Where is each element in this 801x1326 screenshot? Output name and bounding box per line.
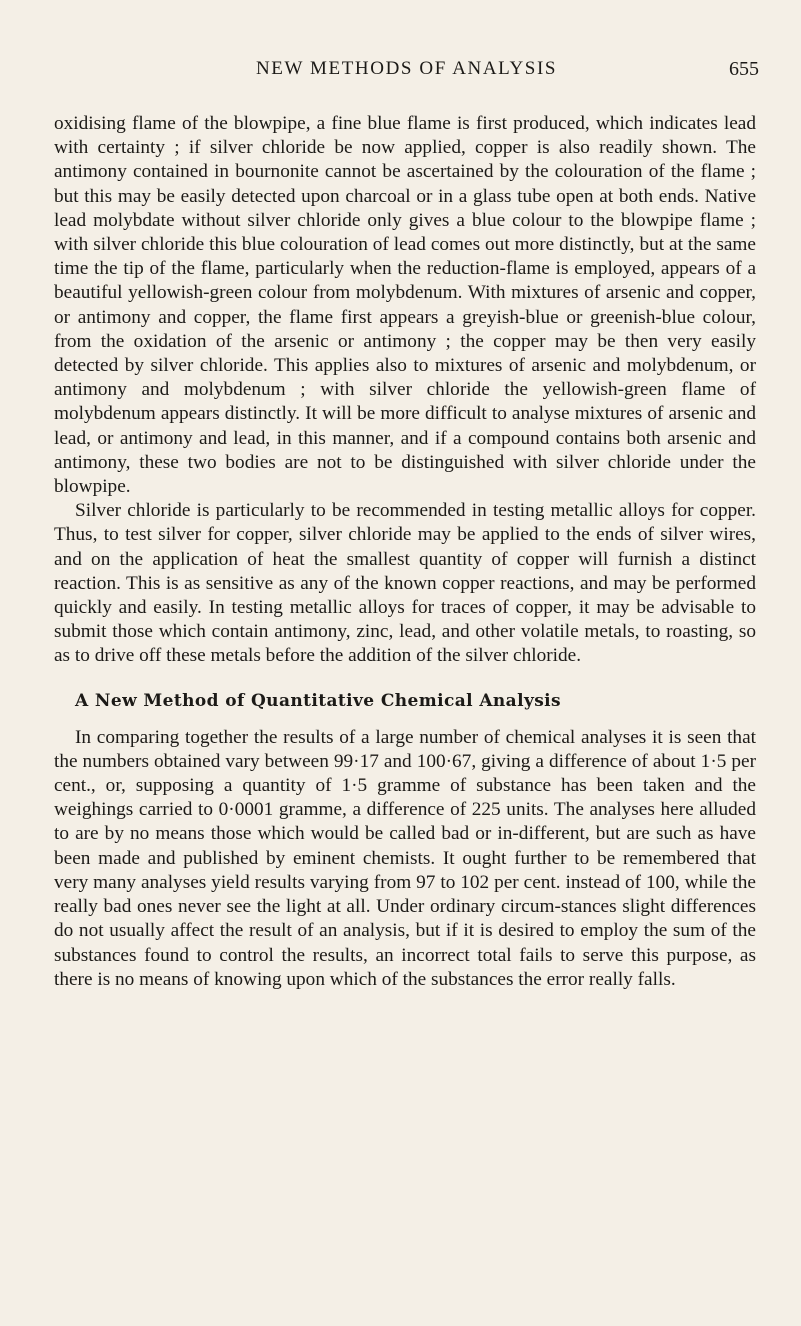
body-text <box>54 112 756 992</box>
page-number: 655 <box>729 58 759 80</box>
paragraph-quantitative-analysis: In comparing together the results of a large number of chemical analyses it is seen that the numbers obtained vary between 99·17 and 100·67, giving a difference of about 1·5 per cent., or, supposing a quantity of 1·5 gramme of substance has been taken and the weighings carried to 0·0001 gramme, a difference of 225 units. The analyses here alluded to are by no means those which would be called bad or in-different, but are such as have been made and published by eminent chemists. It ought further to be remembered that very many analyses yield results varying from 97 to 102 per cent. instead of 100, while the really bad ones never see the light at all. Under ordinary circum-stances slight differences do not usually affect the result of an analysis, but if it is desired to employ the sum of the substances found to control the results, an incorrect total fails to serve this purpose, as there is no means of knowing upon which of the substances the error really falls. <box>54 726 756 990</box>
paragraph-blowpipe-flame: oxidising flame of the blowpipe, a fine blue flame is first produced, which indicates lead with certainty ; if silver chloride be now applied, copper is also readily shown. The antimony contained in bournonite cannot be ascertained by the colouration of the flame ; but this may be easily detected upon charcoal or in a glass tube open at both ends. Native lead molybdate without silver chloride only gives a blue colour to the blowpipe flame ; with silver chloride this blue colouration of lead comes out more distinctly, but at the same time the tip of the flame, particularly when the reduction-flame is employed, appears of a beautiful yellowish-green colour from molybdenum. With mixtures of arsenic and copper, or antimony and copper, the flame first appears a greyish-blue or greenish-blue colour, from the oxidation of the arsenic or antimony ; the copper may be then very easily detected by silver chloride. This applies also to mixtures of arsenic and molybdenum, or antimony and molybdenum ; with silver chloride the yellowish-green flame of molybdenum appears distinctly. It will be more difficult to analyse mixtures of arsenic and lead, or antimony and lead, in this manner, and if a compound contains both arsenic and antimony, these two bodies are not to be distinguished with silver chloride under the blowpipe. <box>54 113 756 498</box>
paragraph-silver-chloride-copper: Silver chloride is particularly to be recommended in testing metallic alloys for copper. Thus, to test silver for copper, silver chloride may be applied to the ends of silver wires, and on the application of heat the smallest quantity of copper will furnish a distinct reaction. This is as sensitive as any of the known copper reactions, and may be performed quickly and easily. In testing metallic alloys for traces of copper, it may be advisable to submit those which contain antimony, zinc, lead, and other volatile metals, to roasting, so as to drive off these metals before the addition of the silver chloride. <box>54 500 756 667</box>
section-heading: A New Method of Quantitative Chemical Analysis <box>75 690 562 711</box>
running-title: NEW METHODS OF ANALYSIS <box>255 58 558 79</box>
running-head <box>54 58 759 86</box>
